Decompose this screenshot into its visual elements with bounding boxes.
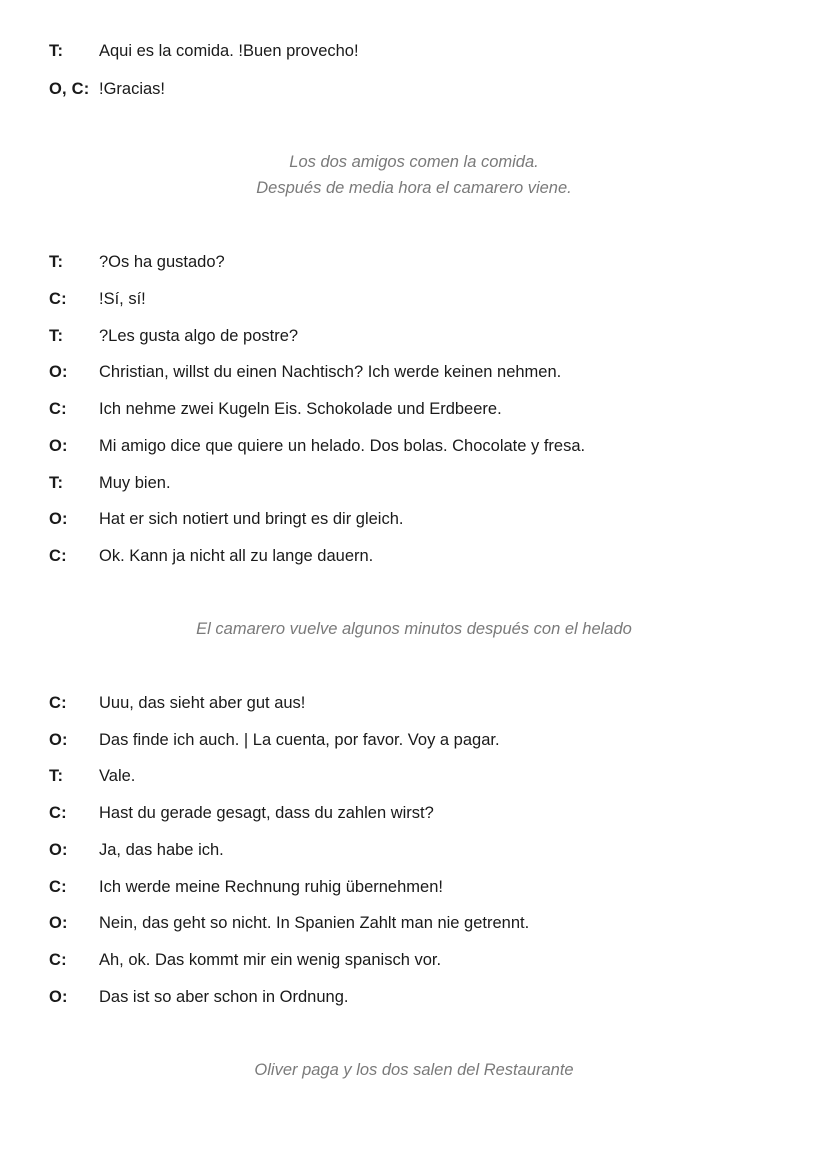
speaker-label: T: xyxy=(49,42,64,60)
dialogue-line xyxy=(49,729,500,751)
dialogue-text: Mi amigo dice que quiere un helado. Dos bolas. Chocolate y fresa. xyxy=(99,437,586,455)
dialogue-line xyxy=(49,802,434,824)
stage-direction-line: Después de media hora el camarero viene. xyxy=(256,179,572,197)
speaker-label: O: xyxy=(49,510,68,528)
speaker-label: O, C: xyxy=(49,80,90,98)
dialogue-line xyxy=(49,435,585,457)
dialogue-text: Nein, das geht so nicht. In Spanien Zahlt man nie getrennt. xyxy=(99,914,530,932)
dialogue-text: ?Les gusta algo de postre? xyxy=(99,327,299,345)
speaker-label: C: xyxy=(49,804,67,822)
dialogue-text: Vale. xyxy=(99,767,136,785)
speaker-label: C: xyxy=(49,878,67,896)
dialogue-line xyxy=(49,839,224,861)
dialogue-text: ?Os ha gustado? xyxy=(99,253,225,271)
stage-direction-line: Oliver paga y los dos salen del Restaurante xyxy=(254,1061,574,1079)
dialogue-text: Hat er sich notiert und bringt es dir gleich. xyxy=(99,510,404,528)
speaker-label: O: xyxy=(49,988,68,1006)
speaker-label: T: xyxy=(49,327,64,345)
speaker-label: O: xyxy=(49,731,68,749)
dialogue-line xyxy=(49,40,359,62)
speaker-label: O: xyxy=(49,914,68,932)
speaker-label: C: xyxy=(49,951,67,969)
speaker-label: C: xyxy=(49,400,67,418)
speaker-label: T: xyxy=(49,474,64,492)
dialogue-text: Ich werde meine Rechnung ruhig übernehmen! xyxy=(99,878,443,896)
dialogue-line xyxy=(49,986,348,1008)
speaker-label: T: xyxy=(49,767,64,785)
dialogue-text: Aqui es la comida. !Buen provecho! xyxy=(99,42,359,60)
dialogue-text: Ja, das habe ich. xyxy=(99,841,224,859)
dialogue-line xyxy=(49,545,373,567)
speaker-label: C: xyxy=(49,290,67,308)
speaker-label: C: xyxy=(49,547,67,565)
speaker-label: O: xyxy=(49,363,68,381)
dialogue-text: Ok. Kann ja nicht all zu lange dauern. xyxy=(99,547,374,565)
dialogue-text: Ah, ok. Das kommt mir ein wenig spanisch vor. xyxy=(99,951,442,969)
dialogue-text: Das ist so aber schon in Ordnung. xyxy=(99,988,349,1006)
dialogue-line xyxy=(49,288,146,310)
stage-direction-line: Los dos amigos comen la comida. xyxy=(289,153,539,171)
speaker-label: T: xyxy=(49,253,64,271)
dialogue-text: !Sí, sí! xyxy=(99,290,146,308)
dialogue-line xyxy=(49,78,165,100)
dialogue-text: !Gracias! xyxy=(99,80,166,98)
speaker-label: O: xyxy=(49,437,68,455)
stage-direction xyxy=(0,1057,828,1083)
dialogue-line xyxy=(49,361,561,383)
dialogue-text: Hast du gerade gesagt, dass du zahlen wirst? xyxy=(99,804,434,822)
dialogue-line xyxy=(49,876,443,898)
dialogue-line xyxy=(49,949,441,971)
stage-direction xyxy=(0,149,828,201)
dialogue-text: Ich nehme zwei Kugeln Eis. Schokolade und Erdbeere. xyxy=(99,400,502,418)
stage-direction xyxy=(0,616,828,642)
dialogue-line xyxy=(49,912,529,934)
dialogue-line xyxy=(49,508,404,530)
dialogue-text: Muy bien. xyxy=(99,474,171,492)
stage-direction-line: El camarero vuelve algunos minutos después con el helado xyxy=(196,620,632,638)
speaker-label: O: xyxy=(49,841,68,859)
dialogue-line xyxy=(49,398,502,420)
dialogue-line xyxy=(49,472,171,494)
dialogue-line xyxy=(49,692,305,714)
dialogue-text: Das finde ich auch. | La cuenta, por favor. Voy a pagar. xyxy=(99,731,500,749)
speaker-label: C: xyxy=(49,694,67,712)
dialogue-line xyxy=(49,251,225,273)
dialogue-text: Christian, willst du einen Nachtisch? Ich werde keinen nehmen. xyxy=(99,363,562,381)
dialogue-text: Uuu, das sieht aber gut aus! xyxy=(99,694,306,712)
dialogue-line xyxy=(49,325,298,347)
dialogue-line xyxy=(49,765,135,787)
